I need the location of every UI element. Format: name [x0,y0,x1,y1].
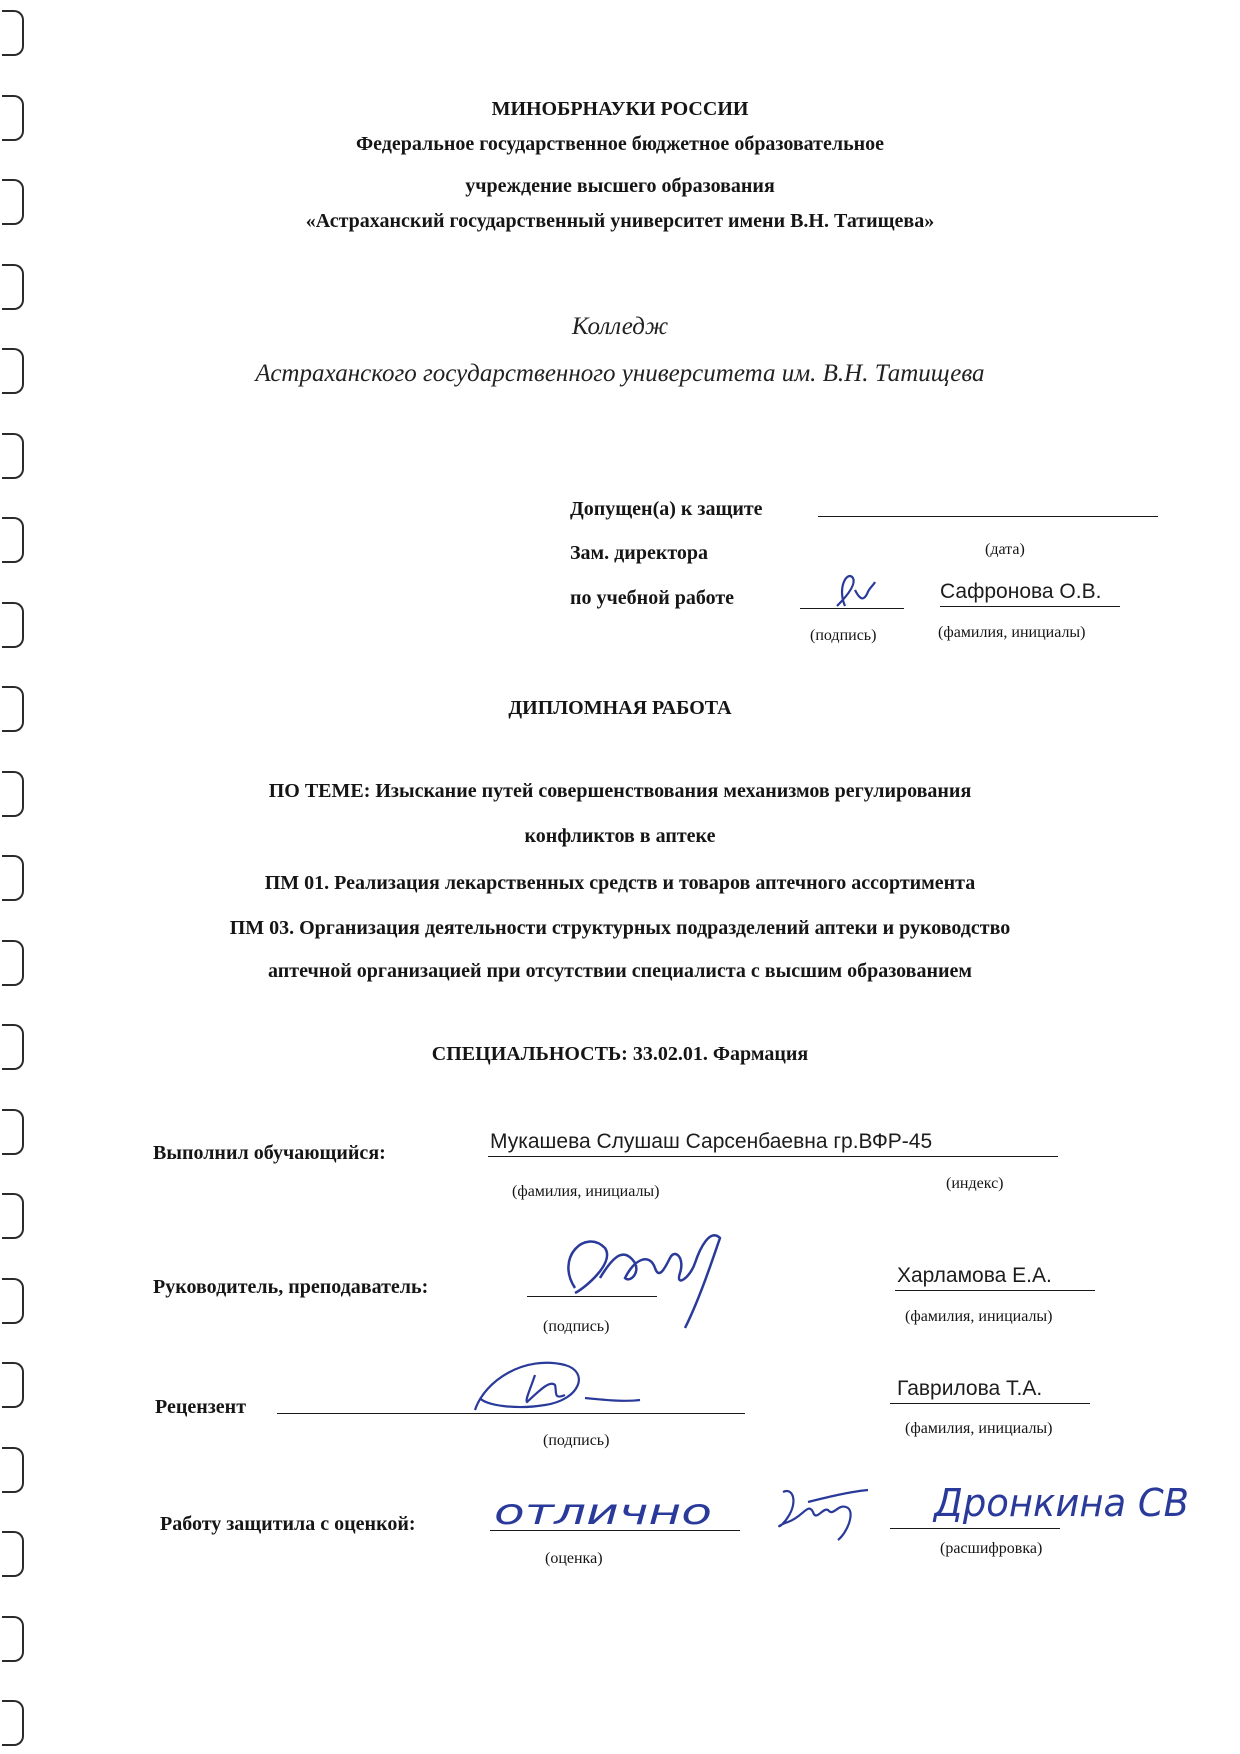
reviewer-name-caption: (фамилия, инициалы) [905,1420,1053,1437]
deputy-name-line [940,606,1120,607]
module-pm03-line-1: ПМ 03. Организация деятельности структурных подразделений аптеки и руководство [229,917,1011,939]
ministry-title: МИНОБРНАУКИ РОССИИ [491,98,749,120]
binding-ring [2,1278,24,1324]
academic-label: по учебной работе [570,587,735,609]
deputy-signature [815,568,895,613]
binding-ring [2,1193,24,1239]
decoded-caption: (расшифровка) [940,1540,1043,1557]
grade-caption: (оценка) [545,1550,603,1567]
institution-line-2: учреждение высшего образования [465,175,775,197]
binding-ring [2,1700,24,1746]
college-line-1: Колледж [571,313,669,340]
reviewer-name: Гаврилова Т.А. [897,1377,1043,1400]
svg-text:отлично: отлично [494,1492,712,1533]
reviewer-label: Рецензент [155,1396,247,1418]
supervisor-label: Руководитель, преподаватель: [153,1276,429,1298]
svg-text:Дронкина СВ: Дронкина СВ [932,1481,1189,1525]
deputy-signature-caption: (подпись) [810,627,877,644]
binding-ring [2,1616,24,1662]
binding-ring [2,1531,24,1577]
supervisor-name: Харламова Е.А. [897,1264,1052,1287]
grade-handwritten [490,1488,720,1534]
supervisor-name-caption: (фамилия, инициалы) [905,1308,1053,1325]
binding-ring [2,1447,24,1493]
university-name: «Астраханский государственный университет имени В.Н. Татищева» [305,210,935,232]
binding-ring [2,517,24,563]
topic-line-2: конфликтов в аптеке [524,825,716,847]
reviewer-name-line [890,1403,1090,1404]
student-line [488,1156,1058,1157]
institution-line-1: Федеральное государственное бюджетное образовательное [355,133,885,155]
binding-ring [2,10,24,56]
topic-line-1: ПО ТЕМЕ: Изыскание путей совершенствования механизмов регулирования [268,780,972,802]
supervisor-name-line [895,1290,1095,1291]
document-type: ДИПЛОМНАЯ РАБОТА [508,697,732,719]
defense-label: Работу защитила с оценкой: [160,1513,416,1535]
binding-ring [2,1362,24,1408]
defense-signature [768,1482,878,1542]
deputy-label: Зам. директора [570,542,709,564]
student-index-caption: (индекс) [946,1175,1004,1192]
reviewer-signature-caption: (подпись) [543,1432,610,1449]
college-line-2: Астраханского государственного университета им. В.Н. Татищева [255,360,985,387]
student-name-caption: (фамилия, инициалы) [512,1183,660,1200]
deputy-name: Сафронова О.В. [940,580,1102,603]
binding-ring [2,264,24,310]
binding-ring [2,433,24,479]
reviewer-signature [465,1350,645,1425]
specialty: СПЕЦИАЛЬНОСТЬ: 33.02.01. Фармация [431,1043,809,1065]
deputy-name-caption: (фамилия, инициалы) [938,624,1086,641]
student-label: Выполнил обучающийся: [153,1142,386,1164]
student-value: Мукашева Слушаш Сарсенбаевна гр.ВФР-45 [490,1130,933,1153]
date-line [818,516,1158,517]
date-caption: (дата) [985,541,1025,558]
module-pm01: ПМ 01. Реализация лекарственных средств и товаров аптечного ассортимента [264,872,976,894]
supervisor-signature-caption: (подпись) [543,1318,610,1335]
decoded-name-handwritten [930,1470,1200,1540]
binding-ring [2,1109,24,1155]
module-pm03-line-2: аптечной организацией при отсутствии специалиста с высшим образованием [267,960,972,982]
binding-ring [2,602,24,648]
admitted-label: Допущен(а) к защите [570,498,763,520]
